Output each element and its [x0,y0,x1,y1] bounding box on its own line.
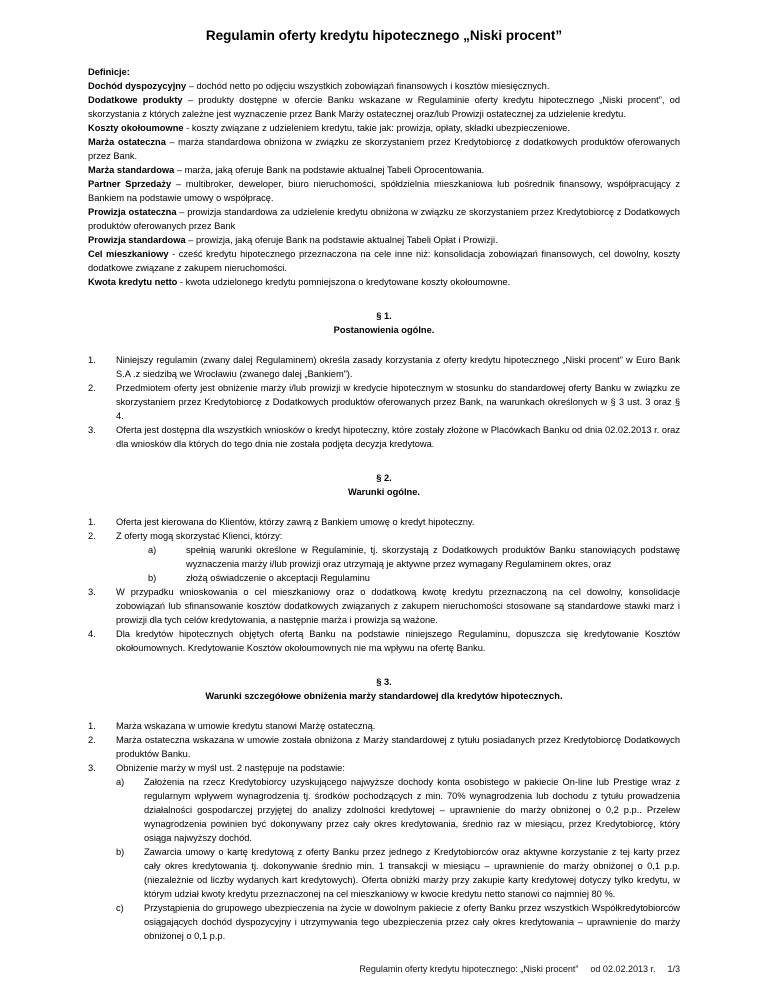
list-item [88,423,680,451]
item-text: Z oferty mogą skorzystać Klienci, którzy: [116,531,283,541]
item-text: Przedmiotem oferty jest obniżenie marży i/lub prowizji w kredycie hipotecznym w stosunku do standardowej oferty Banku w związku ze skorzystaniem przez Kredytobiorcę z Dodatkowych produktów oferowanych przez Bank, na warunkach określonych w § 3 ust. 3 oraz § 4. [116,383,680,421]
list-item [88,515,680,529]
sub-item-letter: c) [116,903,124,913]
definition-term: Partner Sprzedaży [88,179,172,189]
definition-term: Kwota kredytu netto [88,277,178,287]
sub-item-text: Założenia na rzecz Kredytobiorcy uzyskującego najwyższe dochody konta osobistego w pakiecie On-line lub Prestige wraz z regularnym wpływem wynagrodzenia tj. środków pochodzących z min. 70% wynagrodzenia lub dochodu z tytułu prowadzenia działalności gospodarczej przyjętej do analizy zdolności kredytowej – uprawnienie do marży obniżonej o 0,2 p.p.. Przelew wynagrodzenia powinien być dokonywany przez cały okres kredytowania, średnio raz w miesiącu, przez Kredytobiorcę, który osiąga najwyższy dochód. [144,777,680,843]
sub-item-text: spełnią warunki określone w Regulaminie, tj. skorzystają z Dodatkowych produktów Banku stanowiących podstawę wyznaczenia marży i/lub prowizji oraz utrzymają je aktywne przez wymagany Regulaminem okres, oraz [186,545,680,569]
definition-text: – marża standardowa obniżona w związku ze skorzystaniem przez Kredytobiorcę z dodatkowych produktów oferowanych przez Bank. [88,137,680,161]
item-text: Marża ostateczna wskazana w umowie została obniżona z Marży standardowej z tytułu posiadanych przez Kredytobiorcę Dodatkowych produktów Banku. [116,735,680,759]
definition-item [88,275,680,289]
sub-item-text: złożą oświadczenie o akceptacji Regulaminu [186,573,370,583]
sub-list-item [116,845,680,901]
definition-term: Prowizja ostateczna [88,207,177,217]
list-item [88,733,680,761]
definition-text: – produkty dostępne w ofercie Banku wskazane w Regulaminie oferty kredytu hipotecznego „Niski procent”, od skorzystania z których zależne jest wyznaczenie przez Bank Marży ostatecznej oraz/lub Prowizji ostatecznej za udzielenie kredytu. [88,95,680,119]
definition-term: Dodatkowe produkty [88,95,183,105]
item-text: Dla kredytów hipotecznych objętych ofertą Banku na podstawie niniejszego Regulaminu, dopuszcza się kredytowanie Kosztów okołoumownych. Kredytowanie Kosztów okołoumownych nie ma wpływu na ofertę Banku. [116,629,680,653]
section-number: § 1. [376,311,392,321]
sub-list-item [116,775,680,845]
definition-text: – marża, jaką oferuje Bank na podstawie aktualnej Tabeli Oprocentowania. [174,165,485,175]
footer-page-number: 1/3 [667,964,680,974]
sub-list-item [116,901,680,943]
definitions-block [88,65,680,289]
list-item [88,585,680,627]
definition-term: Dochód dyspozycyjny [88,81,187,91]
section-items [88,515,680,655]
item-number: 1. [88,517,96,527]
section-number: § 3. [376,677,392,687]
document-page [88,28,680,943]
definition-text: - cześć kredytu hipotecznego przeznaczona na cele inne niż: konsolidacja zobowiązań finansowych, cel dowolny, koszty dodatkowe związane z zakupem nieruchomości. [88,249,680,273]
document-title: Regulamin oferty kredytu hipotecznego „Niski procent” [205,28,563,43]
definitions-list [88,79,680,289]
section-title: Warunki ogólne. [348,487,420,497]
footer-doc-title: Regulamin oferty kredytu hipotecznego: „Niski procent” [359,964,579,974]
item-text: Obniżenie marży w myśl ust. 2 następuje na podstawie: [116,763,345,773]
definitions-heading: Definicje: [88,67,130,77]
definition-text: – multibroker, deweloper, biuro nieruchomości, spółdzielnia mieszkaniowa lub pośrednik finansowy, współpracujący z Bankiem na podstawie umowy o współpracę. [88,179,680,203]
item-number: 3. [88,425,96,435]
section-title: Warunki szczegółowe obniżenia marży standardowej dla kredytów hipotecznych. [205,691,563,701]
sub-item-letter: b) [116,847,125,857]
section-title: Postanowienia ogólne. [333,325,435,335]
list-item [88,719,680,733]
sections [88,309,680,943]
item-text: Marża wskazana w umowie kredytu stanowi Marżę ostateczną. [116,721,376,731]
section-heading [88,471,680,499]
sub-list-item [116,571,680,585]
section-items [88,719,680,943]
item-number: 2. [88,531,96,541]
definition-text: - kwota udzielonego kredytu pomniejszona o kredytowane koszty okołoumowne. [177,277,511,287]
item-number: 3. [88,763,96,773]
definition-item [88,93,680,121]
definition-term: Marża ostateczna [88,137,166,147]
list-item [88,627,680,655]
section-number: § 2. [376,473,392,483]
definition-item [88,163,680,177]
item-number: 3. [88,587,96,597]
item-text: Oferta jest kierowana do Klientów, którzy zawrą z Bankiem umowę o kredyt hipoteczny. [116,517,475,527]
definition-term: Cel mieszkaniowy [88,249,169,259]
list-item [88,529,680,585]
definition-text: - koszty związane z udzieleniem kredytu, takie jak: prowizja, opłaty, składki ubezpieczeniowe. [183,123,570,133]
definition-item [88,135,680,163]
item-number: 2. [88,383,96,393]
item-text: Niniejszy regulamin (zwany dalej Regulaminem) określa zasady korzystania z oferty kredytu hipotecznego „Niski procent” w Euro Bank S.A .z siedzibą we Wrocławiu (zwanego dalej „Bankiem”). [116,355,680,379]
sub-item-text: Zawarcia umowy o kartę kredytową z oferty Banku przez jednego z Kredytobiorców oraz aktywne korzystanie z tej karty przez cały okres kredytowania tj. dokonywanie średnio min. 1 transakcji w miesiącu – uprawnienie do marży obniżonej o 0,1 p.p. (niezależnie od liczby wydanych kart kredytowych). Oferta obniżki marży przy zakupie karty kredytowej dotyczy tylko kredytu, w którym udział kwoty kredytu przeznaczonej na cel mieszkaniowy w kwocie kredytu netto stanowi co najmniej 80 %. [144,847,680,899]
definition-text: – prowizja standardowa za udzielenie kredytu obniżona w związku ze skorzystaniem przez Kredytobiorcę z Dodatkowych produktów oferowanych przez Bank [88,207,680,231]
definition-term: Marża standardowa [88,165,175,175]
page-footer [300,964,680,974]
sub-list [116,775,680,943]
definition-item [88,79,680,93]
section-heading [88,675,680,703]
sub-item-letter: b) [148,573,157,583]
item-number: 1. [88,355,96,365]
definition-term: Prowizja standardowa [88,235,186,245]
section-items [88,353,680,451]
definition-term: Koszty okołoumowne [88,123,184,133]
item-number: 4. [88,629,96,639]
definition-item [88,247,680,275]
item-text: Oferta jest dostępna dla wszystkich wniosków o kredyt hipoteczny, które zostały złożone w Placówkach Banku od dnia 02.02.2013 r. oraz dla wniosków dla których do tego dnia nie została podjęta decyzja kredytowa. [116,425,680,449]
footer-date: od 02.02.2013 r. [590,964,656,974]
definition-item [88,177,680,205]
definition-text: – dochód netto po odjęciu wszystkich zobowiązań finansowych i kosztów miesięcznych. [186,81,550,91]
item-number: 2. [88,735,96,745]
item-number: 1. [88,721,96,731]
definition-item [88,233,680,247]
sub-item-text: Przystąpienia do grupowego ubezpieczenia na życie w dowolnym pakiecie z oferty Banku przez wszystkich Współkredytobiorców osiągających dochód dyspozycyjny i utrzymywania tego ubezpieczenia przez cały okres kredytowania – uprawnienie do marży obniżonej o 0,1 p.p. [144,903,680,941]
section-heading [88,309,680,337]
definition-item [88,121,680,135]
item-text: W przypadku wnioskowania o cel mieszkaniowy oraz o dodatkową kwotę kredytu przeznaczoną na cel dowolny, konsolidacje zobowiązań lub sfinansowanie kosztów dodatkowych związanych z zakupem nieruchomości stosowane są standardowe stawki marż i prowizji dla tych celów kredytowania, a następnie marża i prowizja są ważone. [116,587,680,625]
sub-list-item [116,543,680,571]
sub-item-letter: a) [148,545,157,555]
list-item [88,381,680,423]
sub-list [116,543,680,585]
definition-item [88,205,680,233]
list-item [88,761,680,943]
sub-item-letter: a) [116,777,125,787]
definition-text: – prowizja, jaką oferuje Bank na podstawie aktualnej Tabeli Opłat i Prowizji. [185,235,498,245]
list-item [88,353,680,381]
